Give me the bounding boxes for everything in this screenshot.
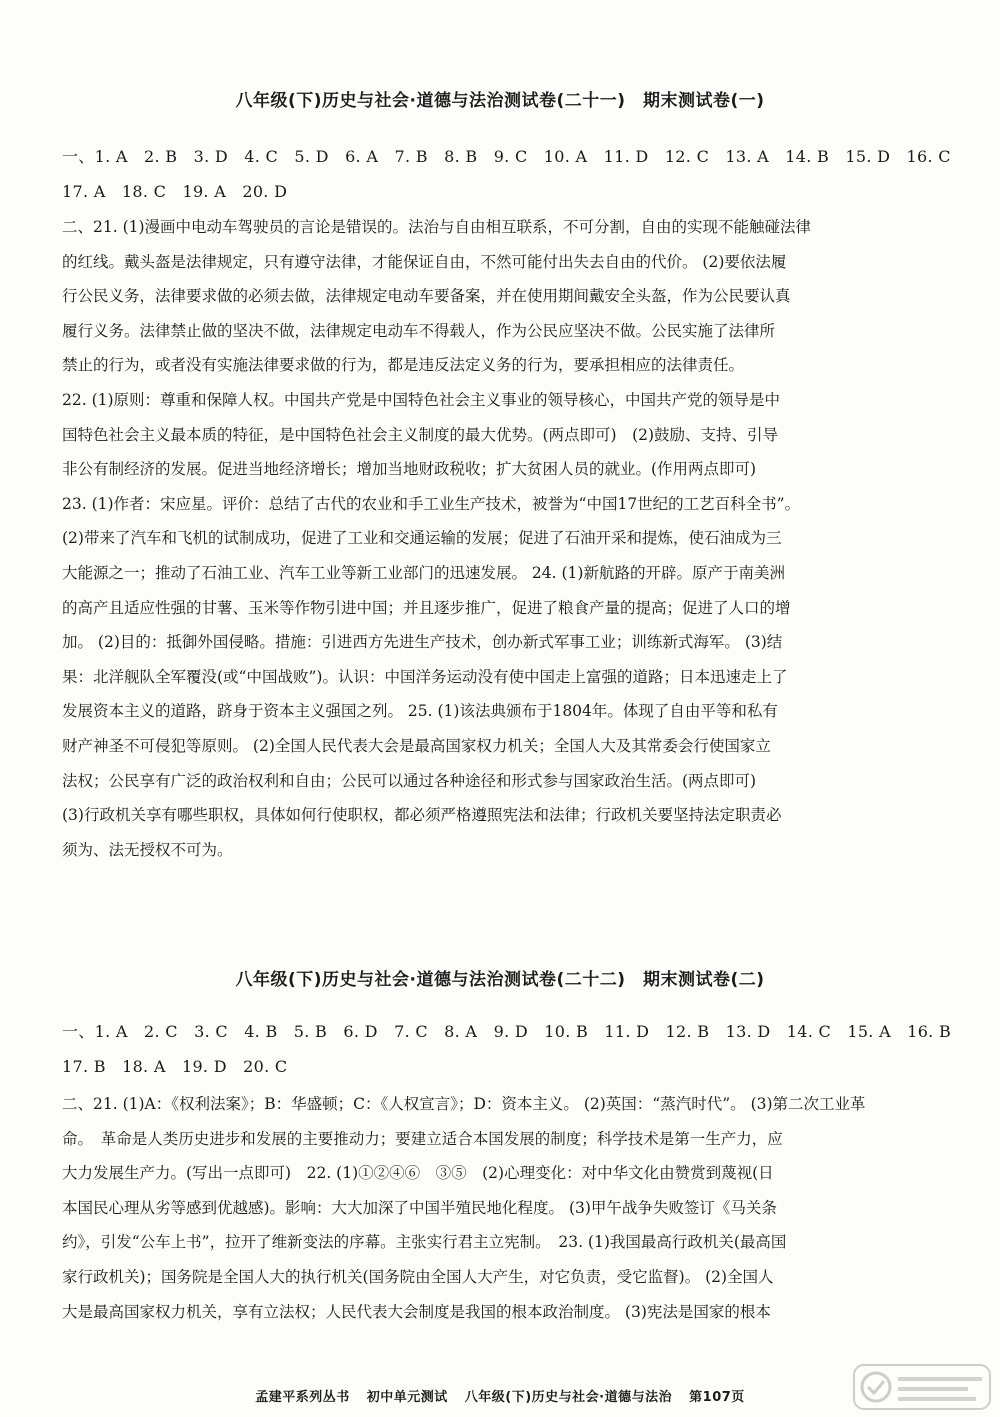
section1-text-line: 大能源之一；推动了石油工业、汽车工业等新工业部门的迅速发展。 24. (1)新航路的开辟。原产于南美洲 [62,563,785,582]
section1-text-line: 22. (1)原则：尊重和保障人权。中国共产党是中国特色社会主义事业的领导核心，中国共产党的领导是中 [62,390,781,409]
footer-series: 孟建平系列丛书 [255,1390,350,1405]
footer-book: 初中单元测试 [366,1390,448,1405]
section1-choice-line-2: 17. A 18. C 19. A 20. D [62,181,288,201]
section2-text-line: 约》，引发“公车上书”，拉开了维新变法的序幕。主张实行君主立宪制。 23. (1)我国最高行政机关(最高国 [62,1233,787,1252]
section1-text-line: 禁止的行为，或者没有实施法律要求做的行为，都是违反法定义务的行为，要承担相应的法律责任。 [62,356,745,375]
page-footer [0,1386,1000,1405]
section1-title: 八年级(下)历史与社会·道德与法治测试卷(二十一) 期末测试卷(一) [235,91,765,111]
section1-text-line: 行公民义务，法律要求做的必须去做，法律规定电动车要备案，并在使用期间戴安全头盔，作为公民要认真 [62,287,791,306]
section1-text-line: 须为、法无授权不可为。 [62,840,233,859]
section1-text-line: (3)行政机关享有哪些职权，具体如何行使职权，都必须严格遵照宪法和法律；行政机关要坚持法定职责必 [62,806,782,825]
section2-choice-line-2: 17. B 18. A 19. D 20. C [62,1056,288,1076]
footer-subject: 八年级(下)历史与社会·道德与法治 [464,1390,673,1405]
section2-choice-line-1: 一、1. A 2. C 3. C 4. B 5. B 6. D 7. C 8. A 9. D 10. B 11. D 12. B 13. D 14. C 15. A 16. B [62,1022,952,1041]
section1-text-line: 的高产且适应性强的甘薯、玉米等作物引进中国；并且逐步推广，促进了粮食产量的提高；促进了人口的增 [62,598,791,617]
section2-choice-answers [62,1015,952,1084]
section1-text-line: 23. (1)作者：宋应星。评价：总结了古代的农业和手工业生产技术，被誉为“中国17世纪的工艺百科全书”。 [62,494,801,513]
watermark-logo-icon [852,1363,992,1411]
section1-choice-line-1: 一、1. A 2. B 3. D 4. C 5. D 6. A 7. B 8. B 9. C 10. A 11. D 12. C 13. A 14. B 15. D 16. C [62,147,951,166]
section1-text-answers [62,210,952,867]
section1-text-line: (2)带来了汽车和飞机的试制成功，促进了工业和交通运输的发展；促进了石油开采和提炼，使石油成为三 [62,529,782,548]
section2-title: 八年级(下)历史与社会·道德与法治测试卷(二十二) 期末测试卷(二) [235,970,765,990]
section1-text-line: 国特色社会主义最本质的特征，是中国特色社会主义制度的最大优势。(两点即可) (2)鼓励、支持、引导 [62,425,779,444]
section1-text-line: 的红线。戴头盔是法律规定，只有遵守法律，才能保证自由，不然可能付出失去自由的代价。 (2)要依法履 [62,252,787,271]
footer-page-number: 第107页 [689,1390,745,1405]
section1-text-line: 法权；公民享有广泛的政治权利和自由；公民可以通过各种途径和形式参与国家政治生活。(两点即可) [62,771,757,790]
section1-text-line: 果：北洋舰队全军覆没(或“中国战败”)。认识：中国洋务运动没有使中国走上富强的道路；日本迅速走上了 [62,667,788,686]
section2-text-line: 命。 革命是人类历史进步和发展的主要推动力；要建立适合本国发展的制度；科学技术是第一生产力，应 [62,1129,783,1148]
section2-text-line: 本国民心理从劣等感到优越感)。影响：大大加深了中国半殖民地化程度。 (3)甲午战争失败签订《马关条 [62,1198,777,1217]
section1-text-line: 加。 (2)目的：抵御外国侵略。措施：引进西方先进生产技术，创办新式军事工业；训练新式海军。 (3)结 [62,633,783,652]
section2-text-line: 大力发展生产力。(写出一点即可) 22. (1)①②④⑥ ③⑤ (2)心理变化：对中华文化由赞赏到蔑视(日 [62,1164,774,1183]
section1-text-line: 履行义务。法律禁止做的坚决不做，法律规定电动车不得载人，作为公民应坚决不做。公民实施了法律所 [62,321,776,340]
section2-text-line: 家行政机关)；国务院是全国人大的执行机关(国务院由全国人大产生，对它负责，受它监督)。 (2)全国人 [62,1267,774,1286]
section1-text-line: 非公有制经济的发展。促进当地经济增长；增加当地财政税收；扩大贫困人员的就业。(作用两点即可) [62,460,757,479]
section2-text-answers [62,1087,952,1329]
section1-text-line: 发展资本主义的道路，跻身于资本主义强国之列。 25. (1)该法典颁布于1804年。体现了自由平等和私有 [62,702,778,721]
section2-text-line: 大是最高国家权力机关，享有立法权；人民代表大会制度是我国的根本政治制度。 (3)宪法是国家的根本 [62,1302,771,1321]
section1-choice-answers [62,140,952,209]
section1-text-line: 二、21. (1)漫画中电动车驾驶员的言论是错误的。法治与自由相互联系，不可分割，自由的实现不能触碰法律 [62,218,812,236]
section1-text-line: 财产神圣不可侵犯等原则。 (2)全国人民代表大会是最高国家权力机关；全国人大及其常委会行使国家立 [62,736,771,755]
section2-text-line: 二、21. (1)A：《权利法案》；B：华盛顿；C：《人权宣言》；D：资本主义。 (2)英国：“蒸汽时代”。 (3)第二次工业革 [62,1095,866,1113]
